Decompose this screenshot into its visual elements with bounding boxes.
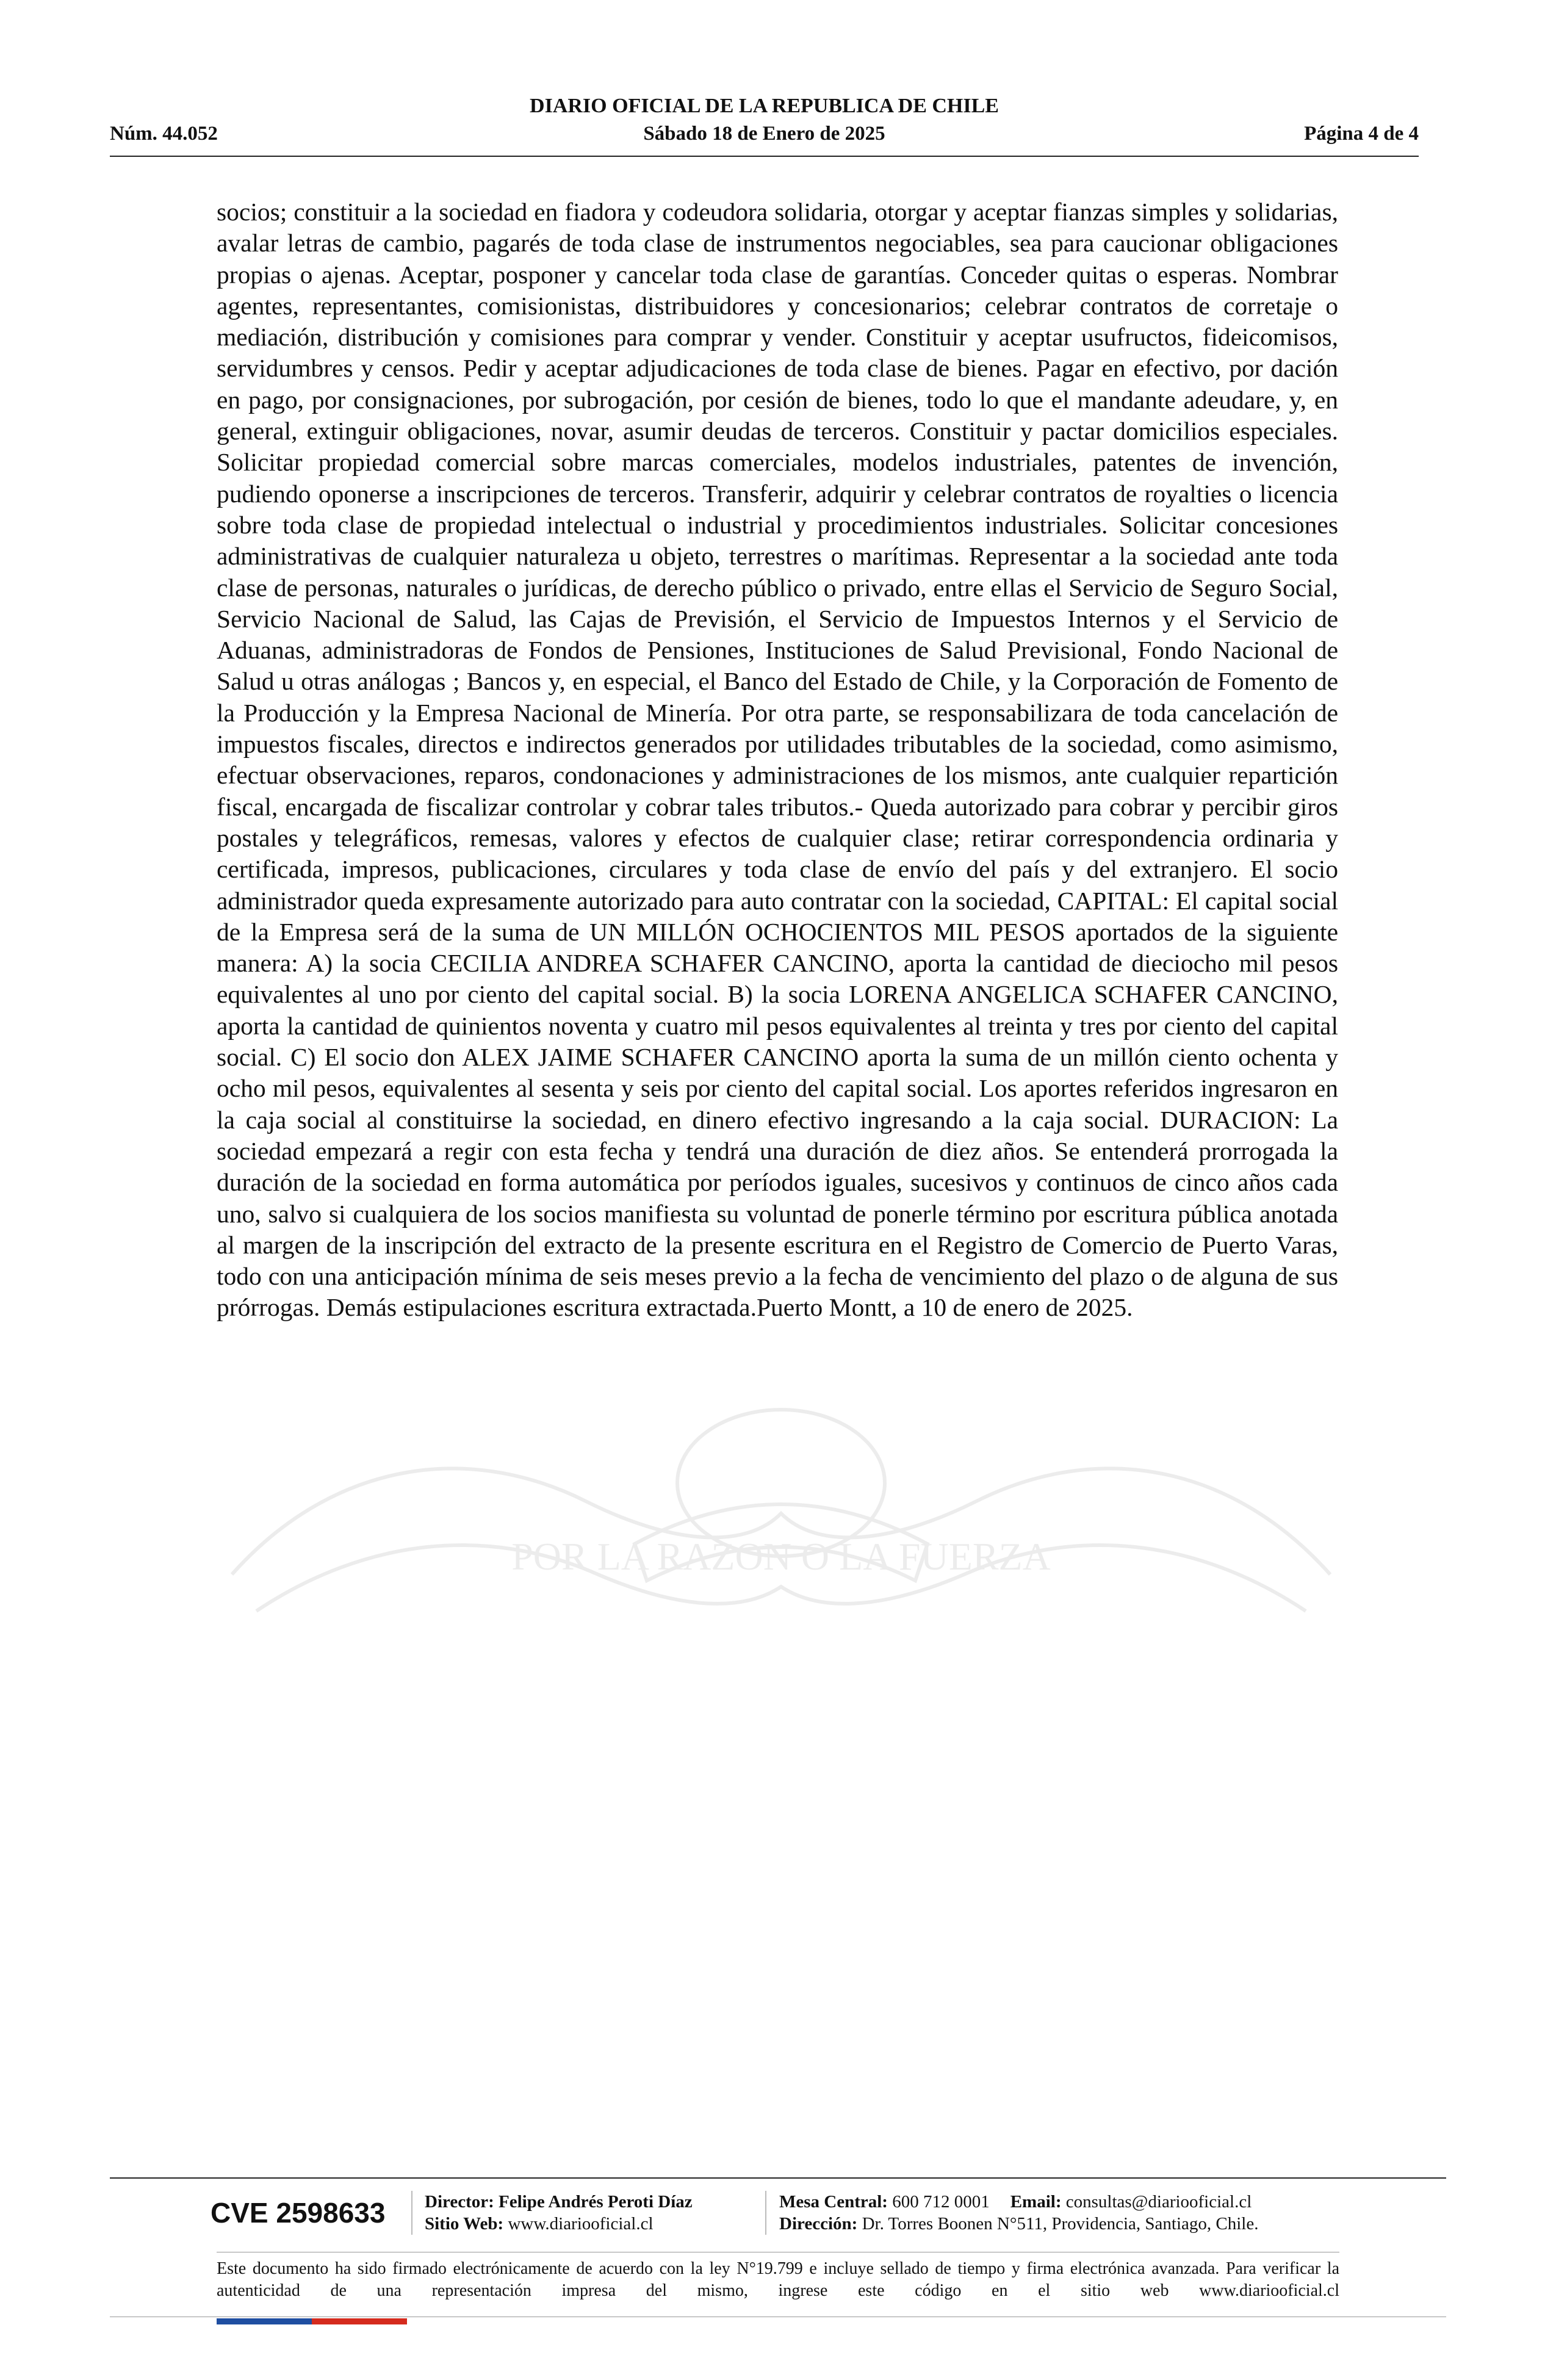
flag-red-segment — [312, 2318, 407, 2324]
flag-blue-segment — [217, 2318, 312, 2324]
footer-separator — [411, 2191, 412, 2235]
issue-number: Núm. 44.052 — [110, 123, 218, 145]
page-number: Página 4 de 4 — [1304, 123, 1419, 145]
flag-stripe — [217, 2317, 407, 2323]
edict-body-text: socios; constituir a la sociedad en fiadora y codeudora solidaria, otorgar y aceptar fianzas simples y solidarias, avalar letras de cambio, pagarés de toda clase de instrumentos negociables, sea para caucionar obligaciones propias o ajenas. Aceptar, posponer y cancelar toda clase de garantías. Conceder quitas o esperas. Nombrar agentes, representantes, comisionistas, distribuidores y concesionarios; celebrar contratos de corretaje o mediación, distribución y comisiones para comprar y vender. Constituir y aceptar usufructos, fideicomisos, servidumbres y censos. Pedir y aceptar adjudicaciones de toda clase de bienes. Pagar en efectivo, por dación en pago, por consignaciones, por subrogación, por cesión de bienes, todo lo que el mandante adeudare, y, en general, extinguir obligaciones, novar, asumir deudas de terceros. Constituir y pactar domicilios especiales. Solicitar propiedad comercial sobre marcas comerciales, modelos industriales, patentes de invención, pudiendo oponerse a inscripciones de terceros. Transferir, adquirir y celebrar contratos de royalties o licencia sobre toda clase de propiedad intelectual o industrial y procedimientos industriales. Solicitar concesiones administrativas de cualquier naturaleza u objeto, terrestres o marítimas. Representar a la sociedad ante toda clase de personas, naturales o jurídicas, de derecho público o privado, entre ellas el Servicio de Seguro Social, Servicio Nacional de Salud, las Cajas de Previsión, el Servicio de Impuestos Internos y el Servicio de Aduanas, administradoras de Fondos de Pensiones, Instituciones de Salud Previsional, Fondo Nacional de Salud u otras análogas ; Bancos y, en especial, el Banco del Estado de Chile, y la Corporación de Fomento de la Producción y la Empresa Nacional de Minería. Por otra parte, se responsabilizara de toda cancelación de impuestos fiscales, directos e indirectos generados por utilidades tributables de la sociedad, como asimismo, efectuar observaciones, reparos, condonaciones y administraciones de los mismos, ante cualquier repartición fiscal, encargada de fiscalizar controlar y cobrar tales tributos.- Queda autorizado para cobrar y percibir giros postales y telegráficos, remesas, valores y efectos de cualquier clase; retirar correspondencia ordinaria y certificada, impresos, publicaciones, circulares y toda clase de envío del país y del extranjero. El socio administrador queda expresamente autorizado para auto contratar con la sociedad, CAPITAL: El capital social de la Empresa será de la suma de UN MILLÓN OCHOCIENTOS MIL PESOS aportados de la siguiente manera: A) la socia CECILIA ANDREA SCHAFER CANCINO, aporta la cantidad de dieciocho mil pesos equivalentes al uno por ciento del capital social. B) la socia LORENA ANGELICA SCHAFER CANCINO, aporta la cantidad de quinientos noventa y cuatro mil pesos equivalentes al treinta y tres por ciento del capital social. C) El socio don ALEX JAIME SCHAFER CANCINO aporta la suma de un millón ciento ochenta y ocho mil pesos, equivalentes al sesenta y seis por ciento del capital social. Los aportes referidos ingresaron en la caja social al constituirse la sociedad, en dinero efectivo ingresando a la caja social. DURACION: La sociedad empezará a regir con esta fecha y tendrá una duración de diez años. Se entenderá prorrogada la duración de la sociedad en forma automática por períodos iguales, sucesivos y continuos de cinco años cada uno, salvo si cualquiera de los socios manifiesta su voluntad de ponerle término por escritura pública anotada al margen de la inscripción del extracto de la presente escritura en el Registro de Comercio de Puerto Varas, todo con una anticipación mínima de seis meses previo a la fecha de vencimiento del plazo o de alguna de sus prórrogas. Demás estipulaciones escritura extractada.Puerto Montt, a 10 de enero de 2025. — [217, 198, 1338, 1322]
electronic-signature-notice: Este documento ha sido firmado electrónicamente de acuerdo con la ley N°19.799 e incluye sellado de tiempo y firma electrónica avanzada. Para verificar la autenticidad de una representación impresa del mismo, ingrese este código en el sitio web www.diariooficial.cl — [217, 2259, 1339, 2300]
phone-label: Mesa Central: — [779, 2192, 888, 2212]
address-label: Dirección: — [779, 2214, 858, 2234]
address-text: Dr. Torres Boonen N°511, Providencia, Santiago, Chile. — [862, 2214, 1259, 2234]
page-header — [110, 95, 1419, 157]
email-link[interactable]: consultas@diariooficial.cl — [1065, 2192, 1252, 2212]
footer-divider — [110, 2177, 1446, 2179]
website-label: Sitio Web: — [425, 2214, 504, 2234]
phone-number: 600 712 0001 — [892, 2192, 990, 2212]
coat-of-arms-watermark — [207, 1391, 1355, 1672]
footer-contact-block — [779, 2191, 1258, 2235]
email-label: Email: — [1010, 2192, 1062, 2212]
footer-separator — [765, 2191, 766, 2235]
seal-motto: POR LA RAZON O LA FUERZA — [511, 1535, 1051, 1578]
director-label: Director: — [425, 2192, 494, 2212]
issue-date: Sábado 18 de Enero de 2025 — [643, 123, 885, 145]
cve-code: CVE 2598633 — [211, 2197, 386, 2229]
footer-director-block — [425, 2191, 693, 2235]
gazette-title: DIARIO OFICIAL DE LA REPUBLICA DE CHILE — [530, 95, 999, 117]
director-name: Felipe Andrés Peroti Díaz — [499, 2192, 693, 2212]
website-link[interactable]: www.diariooficial.cl — [508, 2214, 654, 2234]
